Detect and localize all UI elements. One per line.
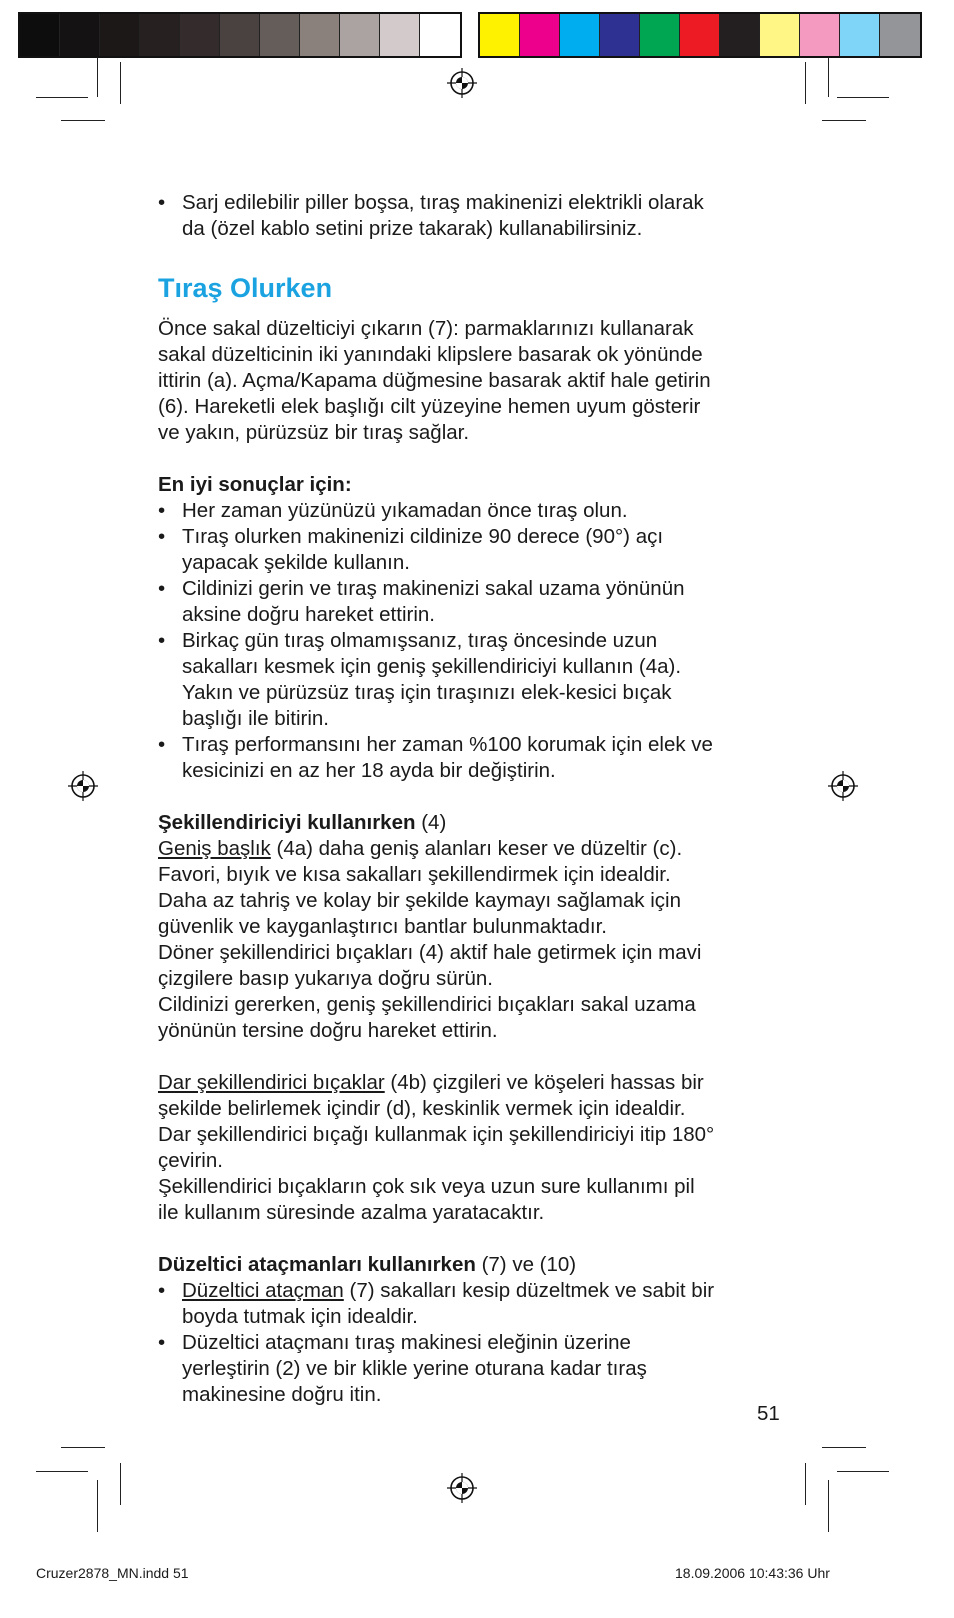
color-swatch <box>520 14 560 56</box>
crop-mark <box>120 1463 121 1505</box>
crop-mark <box>36 1471 88 1472</box>
intro-bullet <box>158 190 798 242</box>
best-results-heading: En iyi sonuçlar için: <box>158 473 352 496</box>
grayscale-color-bar <box>18 12 462 58</box>
text-line: Yakın ve pürüzsüz tıraş için tıraşınızı elek-kesici bıçak <box>182 681 672 704</box>
color-swatch <box>100 14 140 56</box>
text-line <box>158 836 798 862</box>
text-line: güvenlik ve kayganlaştırıcı bantlar bulunmaktadır. <box>158 915 607 938</box>
list-item <box>158 732 798 784</box>
styler-heading-ref: (4) <box>415 811 447 834</box>
color-swatch <box>260 14 300 56</box>
crop-mark <box>97 57 98 97</box>
color-swatch <box>20 14 60 56</box>
text-line: kesicinizi en az her 18 ayda bir değiştirin. <box>182 759 556 782</box>
trimmer-heading-bold: Düzeltici ataçmanları kullanırken <box>158 1253 476 1276</box>
text-line: sakalları kesmek için geniş şekillendiriciyi kullanın (4a). <box>182 655 682 678</box>
text-line: Cildinizi gerin ve tıraş makinenizi sakal uzama yönünün <box>182 577 685 600</box>
crop-mark <box>61 120 105 121</box>
footer-timestamp: 18.09.2006 10:43:36 Uhr <box>675 1565 830 1581</box>
color-swatch <box>560 14 600 56</box>
text-line: ve yakın, pürüzsüz bir tıraş sağlar. <box>158 421 470 444</box>
wide-head-term: Geniş başlık <box>158 837 271 860</box>
trimmer-heading-ref: (7) ve (10) <box>475 1253 577 1276</box>
text-line: Tıraş olurken makinenizi cildinize 90 derece (90°) açı <box>182 525 664 548</box>
color-swatch <box>380 14 420 56</box>
text-line: Dar şekillendirici bıçağı kullanmak için şekillendiriciyi itip 180° <box>158 1123 715 1146</box>
list-item <box>158 498 798 524</box>
color-swatch <box>680 14 720 56</box>
bullet-icon: • <box>158 1279 166 1302</box>
color-swatch <box>180 14 220 56</box>
page-content <box>158 190 798 1408</box>
crop-mark <box>828 57 829 97</box>
process-color-bar <box>478 12 922 58</box>
styler-heading <box>158 810 798 836</box>
crop-mark <box>805 1463 806 1505</box>
list-item <box>158 1330 798 1408</box>
color-swatch <box>480 14 520 56</box>
trimmer-term: Düzeltici ataçman <box>182 1279 344 1302</box>
bullet-icon: • <box>158 525 166 548</box>
color-swatch <box>220 14 260 56</box>
color-swatch <box>840 14 880 56</box>
text-line: yönünün tersine doğru hareket ettirin. <box>158 1019 498 1042</box>
text-line: yapacak şekilde kullanın. <box>182 551 410 574</box>
crop-mark <box>805 62 806 104</box>
crop-mark <box>36 97 88 98</box>
crop-mark <box>61 1447 105 1448</box>
text-line: ittirin (a). Açma/Kapama düğmesine basarak aktif hale getirin <box>158 369 711 392</box>
text-line: aksine doğru hareket ettirin. <box>182 603 435 626</box>
color-swatch <box>800 14 840 56</box>
footer-file-info: Cruzer2878_MN.indd 51 <box>36 1565 189 1581</box>
narrow-blades-term: Dar şekillendirici bıçaklar <box>158 1071 385 1094</box>
bullet-icon: • <box>158 499 166 522</box>
color-swatch <box>60 14 100 56</box>
list-item <box>158 1278 798 1330</box>
color-swatch <box>300 14 340 56</box>
crop-mark <box>822 120 866 121</box>
registration-mark-icon <box>447 68 477 98</box>
text-line: da (özel kablo setini prize takarak) kullanabilirsiniz. <box>182 217 643 240</box>
list-item <box>158 576 798 628</box>
text-line: Cildinizi gererken, geniş şekillendirici bıçakları sakal uzama <box>158 993 696 1016</box>
crop-mark <box>837 97 889 98</box>
text-line: yerleştirin (2) ve bir klikle yerine oturana kadar tıraş <box>182 1357 647 1380</box>
crop-mark <box>97 1480 98 1532</box>
registration-mark-icon <box>68 771 98 801</box>
text-line: Her zaman yüzünüzü yıkamadan önce tıraş olun. <box>182 499 628 522</box>
color-swatch <box>340 14 380 56</box>
section-title: Tıraş Olurken <box>158 273 333 303</box>
trimmer-heading <box>158 1252 798 1278</box>
registration-mark-icon <box>447 1473 477 1503</box>
color-swatch <box>600 14 640 56</box>
trimmer-desc: (7) sakalları kesip düzeltmek ve sabit bir <box>343 1279 715 1302</box>
list-item <box>158 628 798 732</box>
text-line: Önce sakal düzelticiyi çıkarın (7): parmaklarınızı kullanarak <box>158 317 694 340</box>
crop-mark <box>822 1447 866 1448</box>
crop-mark <box>120 62 121 104</box>
text-line: başlığı ile bitirin. <box>182 707 329 730</box>
color-swatch <box>880 14 920 56</box>
text-line: Tıraş performansını her zaman %100 korumak için elek ve <box>182 733 713 756</box>
bullet-icon: • <box>158 733 166 756</box>
page-number: 51 <box>757 1402 780 1425</box>
text-line: sakal düzelticinin iki yanındaki klipslere basarak ok yönünde <box>158 343 703 366</box>
bullet-icon: • <box>158 629 166 652</box>
text-line: Birkaç gün tıraş olmamışsanız, tıraş öncesinde uzun <box>182 629 658 652</box>
intro-paragraph <box>158 316 798 446</box>
crop-mark <box>828 1480 829 1532</box>
text-line: çevirin. <box>158 1149 223 1172</box>
text-line: şekilde belirlemek içindir (d), keskinlik vermek için idealdir. <box>158 1097 686 1120</box>
text-line: Döner şekillendirici bıçakları (4) aktif hale getirmek için mavi <box>158 941 702 964</box>
styler-heading-bold: Şekillendiriciyi kullanırken <box>158 811 416 834</box>
color-swatch <box>760 14 800 56</box>
text-line: ile kullanım süresinde azalma yaratacaktır. <box>158 1201 545 1224</box>
crop-mark <box>837 1471 889 1472</box>
text-line: Favori, bıyık ve kısa sakalları şekillendirmek için idealdir. <box>158 863 671 886</box>
text-line: Daha az tahriş ve kolay bir şekilde kaymayı sağlamak için <box>158 889 681 912</box>
text-line <box>182 1278 798 1304</box>
text-line: boyda tutmak için idealdir. <box>182 1305 418 1328</box>
registration-mark-icon <box>828 771 858 801</box>
color-swatch <box>640 14 680 56</box>
text-line: makinesine doğru itin. <box>182 1383 382 1406</box>
narrow-blades-desc: (4b) çizgileri ve köşeleri hassas bir <box>384 1071 704 1094</box>
list-item <box>158 524 798 576</box>
color-swatch <box>720 14 760 56</box>
bullet-icon: • <box>158 191 166 214</box>
text-line: (6). Hareketli elek başlığı cilt yüzeyine hemen uyum gösterir <box>158 395 701 418</box>
bullet-icon: • <box>158 577 166 600</box>
color-swatch <box>140 14 180 56</box>
text-line: Şekillendirici bıçakların çok sık veya uzun sure kullanımı pil <box>158 1175 695 1198</box>
bullet-icon: • <box>158 1331 166 1354</box>
color-swatch <box>420 14 460 56</box>
text-line <box>158 1070 798 1096</box>
text-line: Sarj edilebilir piller boşsa, tıraş makinenizi elektrikli olarak <box>182 191 704 214</box>
text-line: Düzeltici ataçmanı tıraş makinesi eleğinin üzerine <box>182 1331 631 1354</box>
wide-head-desc: (4a) daha geniş alanları keser ve düzeltir (c). <box>270 837 683 860</box>
text-line: çizgilere basıp yukarıya doğru sürün. <box>158 967 494 990</box>
